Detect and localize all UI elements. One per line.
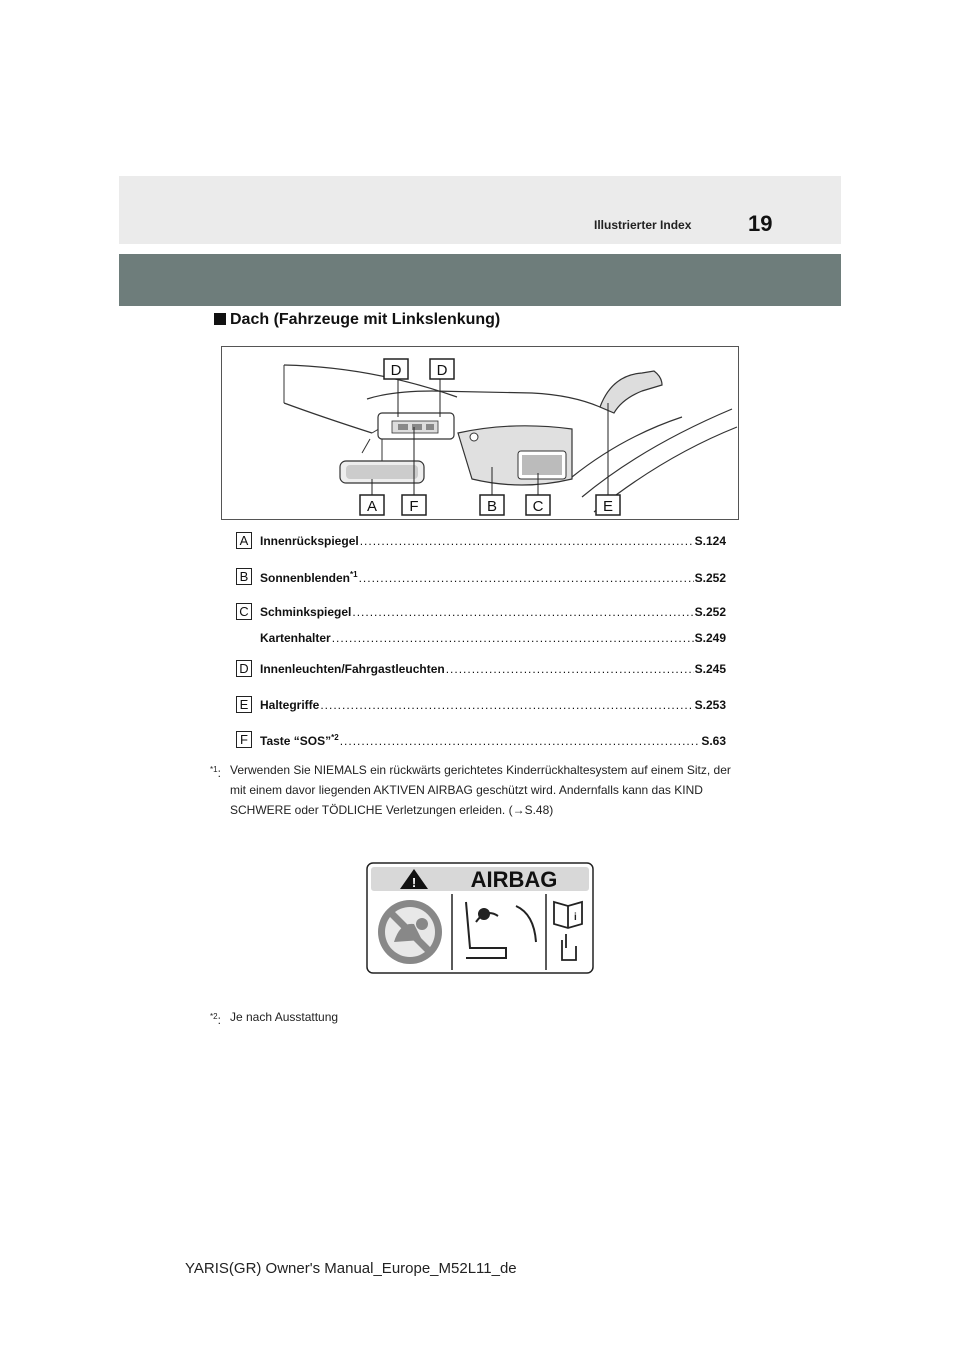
callout-e — [596, 495, 620, 515]
index-entry — [236, 660, 726, 680]
entry-letter-box: C — [236, 603, 252, 620]
section-heading — [214, 311, 500, 329]
index-entry — [236, 629, 726, 649]
leader-dots — [340, 734, 701, 748]
entry-label: Sonnenblenden — [260, 571, 350, 585]
footnote-text: Je nach Ausstattung — [230, 1010, 339, 1024]
page-reference[interactable]: S.252 — [694, 571, 726, 585]
airbag-text: AIRBAG — [470, 867, 558, 892]
page-reference[interactable]: S.253 — [694, 698, 726, 712]
roof-illustration — [221, 346, 739, 520]
index-entry — [236, 731, 726, 751]
section-bullet-icon — [214, 313, 226, 325]
svg-text:i: i — [574, 912, 577, 923]
page-footer: YARIS(GR) Owner's Manual_Europe_M52L11_de — [185, 1260, 517, 1277]
entry-letter-box: B — [236, 568, 252, 585]
entry-letter-box: F — [236, 731, 252, 748]
page-number: 19 — [748, 211, 773, 236]
svg-text:E: E — [602, 498, 614, 515]
entry-label: Schminkspiegel — [260, 605, 352, 619]
callout-b — [480, 495, 504, 515]
footnote-mark: *1 — [210, 765, 218, 774]
svg-text:!: ! — [411, 875, 417, 890]
leader-dots — [332, 631, 694, 645]
svg-text:A: A — [366, 498, 378, 515]
page-reference[interactable]: S.252 — [694, 605, 726, 619]
entry-letter-box: A — [236, 532, 252, 549]
entry-label: Innenleuchten/Fahrgastleuchten — [260, 662, 445, 676]
index-entry — [236, 532, 726, 552]
footnote-marker: *1 — [350, 570, 358, 579]
svg-text:D: D — [390, 362, 402, 379]
index-entry — [236, 603, 726, 623]
svg-text:D: D — [436, 362, 448, 379]
index-entry — [236, 696, 726, 716]
no-rear-facing-seat-icon — [378, 900, 442, 964]
footnote-text: Verwenden Sie NIEMALS ein rückwärts gerichtetes Kinderrückhaltesystem auf einem Sitz, der mit einem davor liegenden AKTIVEN AIRBAG geschützt wird. Andernfalls kann das KIND SCHWERE oder TÖDLICHE Verletzungen erleiden. (→S.48) — [230, 763, 731, 817]
callout-d-left — [384, 359, 408, 379]
entry-label: Taste “SOS” — [260, 734, 332, 748]
callout-c — [526, 495, 550, 515]
svg-text:B: B — [486, 498, 498, 515]
header-title: Illustrierter Index — [594, 218, 692, 232]
section-heading-text: Dach (Fahrzeuge mit Linkslenkung) — [230, 311, 501, 328]
leader-dots — [360, 534, 694, 548]
entry-letter-box: E — [236, 696, 252, 713]
callout-a — [360, 495, 384, 515]
page-reference[interactable]: S.249 — [694, 631, 726, 645]
index-entry — [236, 568, 726, 588]
leader-dots — [359, 571, 694, 585]
footnote-1: $^{*1}$: Verwenden Sie NIEMALS ein rückwärts gerichtetes Kinderrückhaltesystem auf einem Sitz, der mit einem davor liegenden AKTIVEN AIRBAG geschützt wird. Andernfalls kann das KIND SCHWERE oder TÖDLICHE Verletzungen erleiden. (→S.48) — [210, 760, 750, 820]
callout-f — [402, 495, 426, 515]
entry-label: Haltegriffe — [260, 698, 320, 712]
leader-dots — [446, 662, 694, 676]
svg-text:F: F — [409, 498, 419, 515]
footnote-2: $^{*2}$: Je nach Ausstattung — [210, 1007, 750, 1027]
page-reference[interactable]: S.63 — [701, 734, 726, 748]
entry-letter-box: D — [236, 660, 252, 677]
airbag-warning-label — [366, 862, 594, 974]
page-reference[interactable]: S.124 — [694, 534, 726, 548]
page-reference[interactable]: S.245 — [694, 662, 726, 676]
callout-d-right — [430, 359, 454, 379]
footnote-marker: *2 — [331, 733, 339, 742]
leader-dots — [320, 698, 693, 712]
svg-text:C: C — [532, 498, 544, 515]
header-band — [119, 254, 841, 306]
page-header — [119, 176, 841, 244]
entry-label: Kartenhalter — [260, 631, 331, 645]
footnote-mark: *2 — [210, 1012, 218, 1021]
leader-dots — [352, 605, 693, 619]
entry-label: Innenrückspiegel — [260, 534, 359, 548]
roof-drawing — [222, 347, 740, 521]
